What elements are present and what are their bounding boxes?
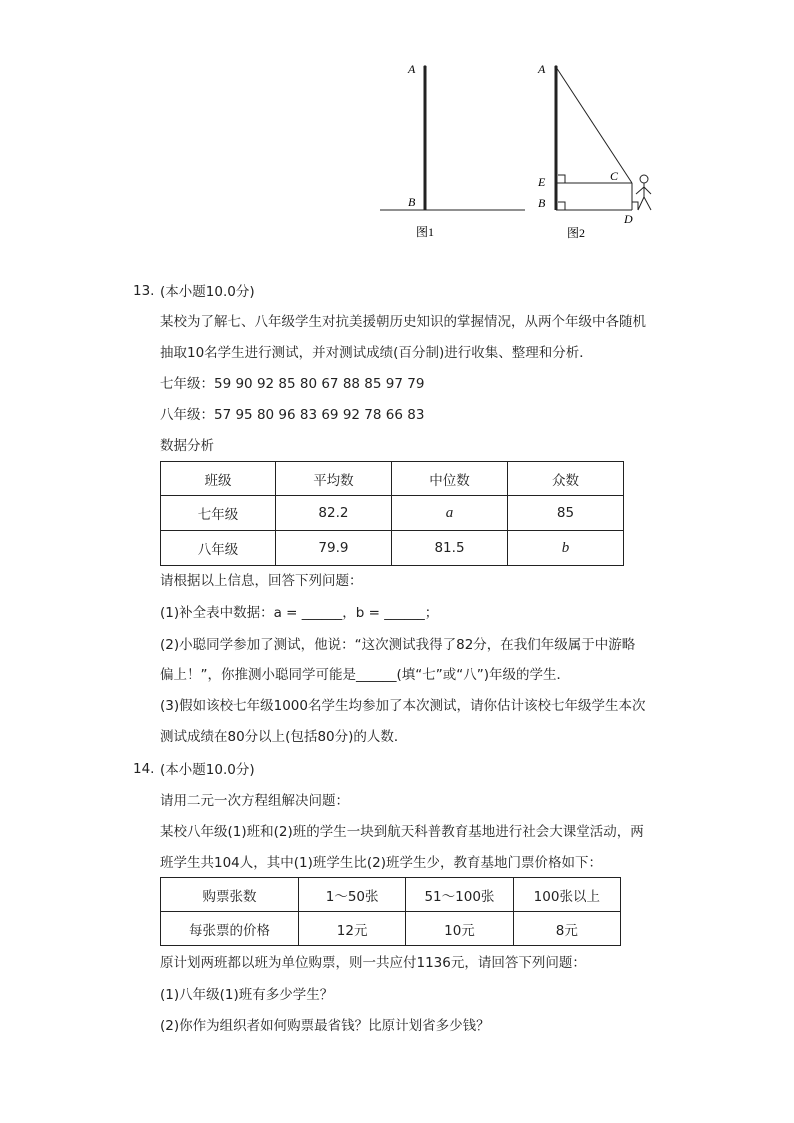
table-header-cell: 51～100张	[406, 878, 513, 912]
q14-para-line1: 某校八年级(1)班和(2)班的学生一块到航天科普教育基地进行社会大课堂活动，两	[160, 824, 644, 840]
table-header-cell: 平均数	[275, 462, 391, 496]
q13-prompt: 请根据以上信息，回答下列问题：	[160, 573, 363, 589]
table-header-cell: 100张以上	[513, 878, 620, 912]
q14-header: (本小题10.0分)	[160, 762, 255, 778]
table-header-cell: 中位数	[391, 462, 507, 496]
table-cell: 79.9	[275, 531, 391, 566]
q14-sub2: (2)你作为组织者如何购票最省钱？比原计划省多少钱？	[160, 1018, 490, 1034]
table-cell: 每张票的价格	[161, 912, 299, 946]
table-cell-variable-a: a	[391, 496, 507, 531]
table-header-cell: 1～50张	[299, 878, 406, 912]
table-cell-variable-b: b	[508, 531, 624, 566]
q13-intro-line2: 抽取10名学生进行测试，并对测试成绩(百分制)进行收集、整理和分析．	[160, 345, 593, 361]
q13-number: 13.	[133, 283, 155, 299]
table-cell: 8元	[513, 912, 620, 946]
fig2-label-d: D	[624, 212, 633, 226]
fig1-point-a	[423, 65, 426, 68]
fig2-point-a	[554, 65, 557, 68]
table-header-cell: 班级	[161, 462, 276, 496]
q13-grade8-scores: 八年级：57 95 80 96 83 69 92 78 66 83	[160, 407, 425, 423]
q14-intro: 请用二元一次方程组解决问题：	[160, 793, 349, 809]
q13-sub3-line1: (3)假如该校七年级1000名学生均参加了本次测试，请你估计该校七年级学生本次	[160, 698, 646, 714]
q13-sub3-line2: 测试成绩在80分以上(包括80分)的人数．	[160, 729, 408, 745]
q14-para-line2: 班学生共104人，其中(1)班学生比(2)班学生少，教育基地门票价格如下：	[160, 855, 603, 871]
table-header-cell: 众数	[508, 462, 624, 496]
fig1-label-b: B	[408, 195, 416, 209]
table-header-row	[161, 462, 624, 496]
fig2-label-e: E	[538, 175, 546, 189]
table-header-cell: 购票张数	[161, 878, 299, 912]
table-cell: 七年级	[161, 496, 276, 531]
table-cell: 81.5	[391, 531, 507, 566]
table-row	[161, 531, 624, 566]
table-cell: 85	[508, 496, 624, 531]
fig2-label-b: B	[538, 196, 546, 210]
figures-svg	[370, 55, 670, 250]
q14-after-table: 原计划两班都以班为单位购票，则一共应付1136元，请回答下列问题：	[160, 955, 586, 971]
table-row	[161, 912, 621, 946]
table-cell: 八年级	[161, 531, 276, 566]
table-cell: 82.2	[275, 496, 391, 531]
q13-analysis-label: 数据分析	[160, 438, 214, 454]
q13-sub1: (1)补全表中数据：a = ______，b = ______；	[160, 605, 439, 621]
geometry-figures	[370, 55, 670, 250]
fig2-right-angle-e	[558, 175, 565, 183]
table-cell: 10元	[406, 912, 513, 946]
fig2-right-angle-b	[558, 202, 565, 210]
fig2-sight-line	[556, 67, 632, 183]
fig2-label-c: C	[610, 169, 619, 183]
fig1-label-a: A	[408, 62, 416, 76]
table-cell: 12元	[299, 912, 406, 946]
fig2-right-angle-d	[632, 202, 638, 210]
table-header-row	[161, 878, 621, 912]
q14-number: 14.	[133, 761, 155, 777]
q13-header: (本小题10.0分)	[160, 284, 255, 300]
q13-sub2-line1: (2)小聪同学参加了测试，他说：“这次测试我得了82分，在我们年级属于中游略	[160, 637, 636, 653]
q14-price-table	[160, 877, 621, 946]
q13-grade7-scores: 七年级：59 90 92 85 80 67 88 85 97 79	[160, 376, 425, 392]
q13-data-table	[160, 461, 624, 566]
q13-sub2-line2: 偏上！”，你推测小聪同学可能是______(填“七”或“八”)年级的学生．	[160, 667, 571, 683]
table-row	[161, 496, 624, 531]
q14-sub1: (1)八年级(1)班有多少学生？	[160, 987, 334, 1003]
q13-intro-line1: 某校为了解七、八年级学生对抗美援朝历史知识的掌握情况，从两个年级中各随机	[160, 314, 646, 330]
fig1-caption: 图1	[416, 225, 435, 239]
fig2-label-a: A	[538, 62, 546, 76]
fig2-caption: 图2	[567, 226, 586, 240]
